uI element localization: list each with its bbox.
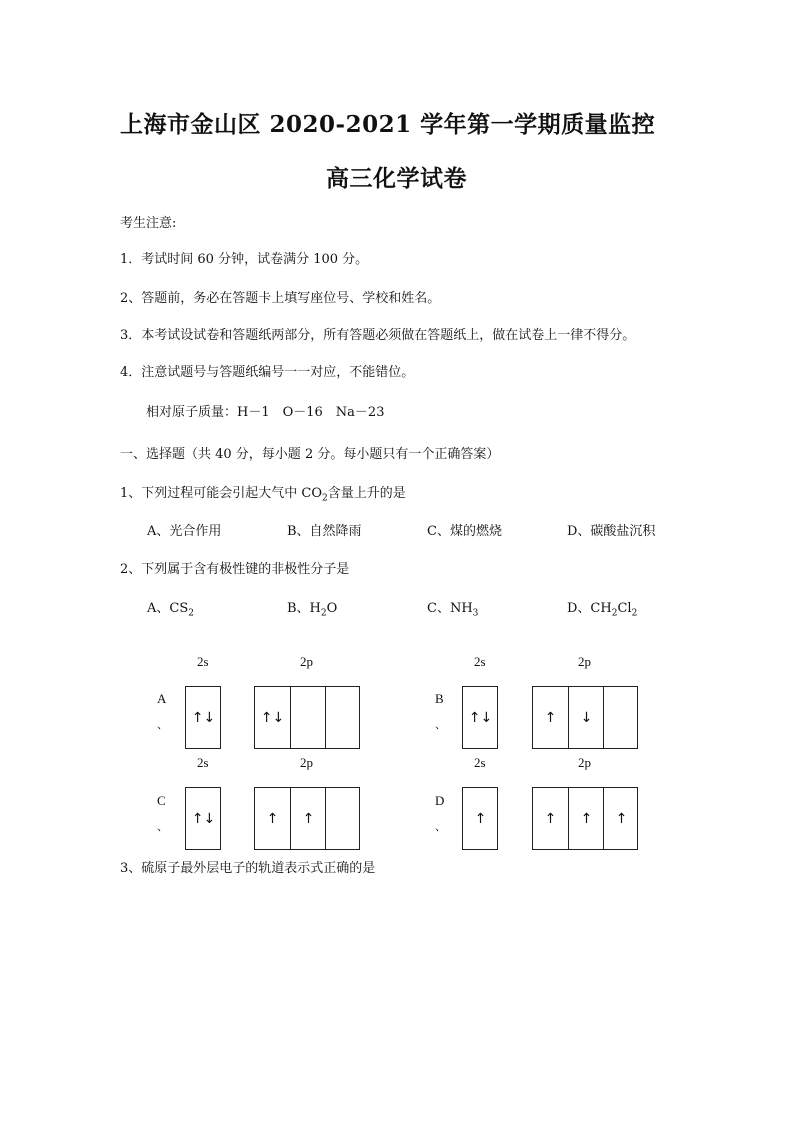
q1-stem-part2: 含量上升的是 — [327, 486, 406, 501]
q2-option-d — [567, 597, 637, 619]
q2-b-sub: 2 — [320, 608, 327, 619]
q2-b-text: B、H — [287, 601, 321, 616]
orbital-d-2s-cell: ↑ — [474, 810, 487, 827]
orbital-d-2p-cell-2: ↑ — [568, 788, 604, 849]
orbital-d-dot: 、 — [435, 821, 446, 833]
q1-option-d: D、碳酸盐沉积 — [567, 524, 656, 539]
section-heading: 一、选择题（共 40 分，每小题 2 分。每小题只有一个正确答案） — [120, 447, 500, 462]
orbital-c-2s-label: 2s — [197, 755, 209, 770]
notice-item-4: 4．注意试题号与答题纸编号一一对应，不能错位。 — [120, 365, 415, 380]
orbital-d-2p-cell-3: ↑ — [603, 788, 639, 849]
orbital-b-2p-cell-1: ↑ — [544, 709, 557, 726]
orbital-c-2s-box — [185, 787, 221, 850]
orbital-d-2p-box — [532, 787, 638, 850]
orbital-d-2p-label: 2p — [578, 755, 591, 770]
q2-d-sub2: 2 — [631, 608, 638, 619]
notice-item-1: 1．考试时间 60 分钟，试卷满分 100 分。 — [120, 252, 369, 267]
exam-title-line1: 上海市金山区 2020-2021 学年第一学期质量监控 — [120, 111, 656, 138]
q2-option-a — [147, 597, 194, 619]
orbital-d-2s-box — [462, 787, 498, 850]
q2-option-b — [287, 597, 337, 619]
orbital-a-2p-cell-3 — [325, 687, 361, 748]
notice-item-3: 3．本考试设试卷和答题纸两部分，所有答题必须做在答题纸上，做在试卷上一律不得分。 — [120, 328, 636, 343]
q2-option-c — [427, 597, 478, 619]
q1-option-b: B、自然降雨 — [287, 524, 362, 539]
orbital-c-2p-label: 2p — [300, 755, 313, 770]
orbital-b-dot: 、 — [435, 719, 446, 731]
orbital-c-2p-cell-3 — [325, 788, 361, 849]
question-3-stem: 3、硫原子最外层电子的轨道表示式正确的是 — [120, 861, 376, 876]
orbital-a-dot: 、 — [157, 719, 168, 731]
q2-c-sub: 3 — [472, 608, 479, 619]
q1-stem-part: 1、下列过程可能会引起大气中 CO — [120, 486, 323, 501]
orbital-c-2p-cell-1: ↑ — [266, 810, 279, 827]
orbital-a-2s-cell: ↑↓ — [191, 709, 216, 726]
q2-d-text: D、CH — [567, 601, 612, 616]
orbital-a-letter: A — [157, 691, 167, 706]
q2-d-sub: 2 — [611, 608, 618, 619]
orbital-a-2p-cell-2 — [290, 687, 326, 748]
q1-option-c: C、煤的燃烧 — [427, 524, 502, 539]
orbital-b-2s-box — [462, 686, 498, 749]
orbital-c-letter: C — [157, 793, 166, 808]
q2-a-sub: 2 — [188, 608, 194, 619]
orbital-c-2p-cell-2: ↑ — [290, 788, 326, 849]
notice-item-2: 2、答题前，务必在答题卡上填写座位号、学校和姓名。 — [120, 291, 441, 306]
orbital-b-letter: B — [435, 691, 444, 706]
q2-c-text: C、NH — [427, 601, 473, 616]
q1-option-a: A、光合作用 — [147, 524, 222, 539]
orbital-a-2s-box — [185, 686, 221, 749]
orbital-b-2s-label: 2s — [474, 654, 486, 669]
atomic-mass-line: 相对原子质量：H－1 O－16 Na－23 — [146, 405, 385, 420]
orbital-b-2p-cell-2: ↓ — [568, 687, 604, 748]
orbital-d-2p-cell-1: ↑ — [544, 810, 557, 827]
orbital-c-dot: 、 — [157, 821, 168, 833]
orbital-b-2p-label: 2p — [578, 654, 591, 669]
notice-heading: 考生注意: — [120, 216, 177, 231]
orbital-a-2p-label: 2p — [300, 654, 313, 669]
q2-b-text2: O — [326, 601, 338, 616]
orbital-a-2p-cell-1: ↑↓ — [260, 709, 285, 726]
orbital-a-2p-box — [254, 686, 360, 749]
q2-a-text: A、CS — [147, 601, 189, 616]
orbital-d-letter: D — [435, 793, 445, 808]
orbital-d-2s-label: 2s — [474, 755, 486, 770]
orbital-c-2p-box — [254, 787, 360, 850]
orbital-b-2p-cell-3 — [603, 687, 639, 748]
q2-d-text2: Cl — [617, 601, 632, 616]
orbital-b-2p-box — [532, 686, 638, 749]
question-2-stem: 2、下列属于含有极性键的非极性分子是 — [120, 562, 350, 577]
exam-title-line2: 高三化学试卷 — [326, 165, 467, 192]
orbital-c-2s-cell: ↑↓ — [191, 810, 216, 827]
orbital-b-2s-cell: ↑↓ — [468, 709, 493, 726]
q1-stem-sub: 2 — [322, 493, 328, 504]
question-1-stem — [120, 482, 406, 504]
orbital-a-2s-label: 2s — [197, 654, 209, 669]
